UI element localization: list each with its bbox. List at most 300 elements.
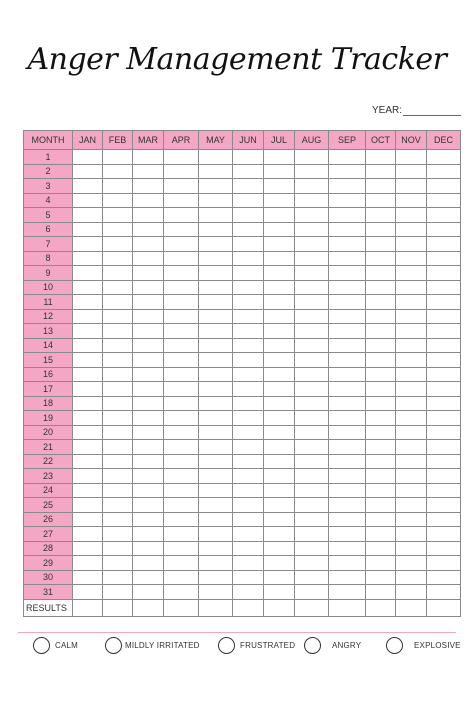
mood-cell-aug[interactable] <box>295 295 329 310</box>
mood-cell-feb[interactable] <box>103 396 133 411</box>
mood-cell-aug[interactable] <box>295 541 329 556</box>
mood-cell-nov[interactable] <box>396 527 427 542</box>
mood-cell-dec[interactable] <box>427 396 461 411</box>
mood-cell-dec[interactable] <box>427 295 461 310</box>
mood-cell-jun[interactable] <box>233 338 264 353</box>
mood-cell-jan[interactable] <box>73 222 103 237</box>
mood-cell-oct[interactable] <box>366 353 396 368</box>
mood-cell-jul[interactable] <box>264 309 295 324</box>
mood-cell-may[interactable] <box>199 585 233 600</box>
mood-cell-oct[interactable] <box>366 512 396 527</box>
mood-cell-oct[interactable] <box>366 179 396 194</box>
mood-cell-jan[interactable] <box>73 396 103 411</box>
mood-cell-sep[interactable] <box>329 353 366 368</box>
results-cell-mar[interactable] <box>133 599 164 616</box>
mood-cell-nov[interactable] <box>396 353 427 368</box>
mood-cell-mar[interactable] <box>133 425 164 440</box>
mood-cell-may[interactable] <box>199 527 233 542</box>
mood-cell-jul[interactable] <box>264 469 295 484</box>
mood-cell-jul[interactable] <box>264 367 295 382</box>
mood-cell-mar[interactable] <box>133 382 164 397</box>
mood-cell-jul[interactable] <box>264 251 295 266</box>
mood-cell-mar[interactable] <box>133 512 164 527</box>
mood-cell-sep[interactable] <box>329 541 366 556</box>
mood-cell-aug[interactable] <box>295 512 329 527</box>
mood-cell-jul[interactable] <box>264 150 295 165</box>
mood-cell-oct[interactable] <box>366 237 396 252</box>
mood-cell-nov[interactable] <box>396 556 427 571</box>
mood-cell-jul[interactable] <box>264 425 295 440</box>
mood-cell-apr[interactable] <box>164 454 199 469</box>
mood-cell-feb[interactable] <box>103 541 133 556</box>
mood-cell-mar[interactable] <box>133 266 164 281</box>
mood-cell-sep[interactable] <box>329 527 366 542</box>
mood-cell-feb[interactable] <box>103 295 133 310</box>
mood-cell-jul[interactable] <box>264 179 295 194</box>
mood-cell-mar[interactable] <box>133 324 164 339</box>
mood-cell-aug[interactable] <box>295 280 329 295</box>
mood-cell-apr[interactable] <box>164 208 199 223</box>
mood-cell-jun[interactable] <box>233 570 264 585</box>
mood-cell-aug[interactable] <box>295 556 329 571</box>
mood-cell-jul[interactable] <box>264 280 295 295</box>
mood-cell-aug[interactable] <box>295 266 329 281</box>
mood-cell-apr[interactable] <box>164 179 199 194</box>
mood-cell-feb[interactable] <box>103 193 133 208</box>
mood-cell-dec[interactable] <box>427 483 461 498</box>
mood-cell-may[interactable] <box>199 469 233 484</box>
mood-cell-apr[interactable] <box>164 411 199 426</box>
mood-cell-jan[interactable] <box>73 193 103 208</box>
results-cell-jun[interactable] <box>233 599 264 616</box>
mood-cell-jan[interactable] <box>73 425 103 440</box>
mood-cell-sep[interactable] <box>329 556 366 571</box>
mood-cell-jun[interactable] <box>233 164 264 179</box>
mood-cell-jun[interactable] <box>233 396 264 411</box>
mood-cell-aug[interactable] <box>295 483 329 498</box>
year-blank-line[interactable] <box>403 105 461 116</box>
mood-cell-jul[interactable] <box>264 382 295 397</box>
mood-cell-nov[interactable] <box>396 280 427 295</box>
mood-cell-oct[interactable] <box>366 382 396 397</box>
mood-cell-may[interactable] <box>199 382 233 397</box>
mood-cell-jan[interactable] <box>73 411 103 426</box>
mood-cell-apr[interactable] <box>164 222 199 237</box>
mood-cell-feb[interactable] <box>103 309 133 324</box>
mood-cell-apr[interactable] <box>164 353 199 368</box>
mood-cell-may[interactable] <box>199 541 233 556</box>
mood-cell-aug[interactable] <box>295 570 329 585</box>
mood-cell-oct[interactable] <box>366 585 396 600</box>
mood-cell-feb[interactable] <box>103 498 133 513</box>
mood-cell-sep[interactable] <box>329 367 366 382</box>
mood-cell-nov[interactable] <box>396 295 427 310</box>
mood-cell-feb[interactable] <box>103 570 133 585</box>
mood-cell-may[interactable] <box>199 251 233 266</box>
mood-cell-jan[interactable] <box>73 251 103 266</box>
mood-cell-dec[interactable] <box>427 570 461 585</box>
mood-cell-jan[interactable] <box>73 309 103 324</box>
mood-cell-dec[interactable] <box>427 512 461 527</box>
mood-cell-oct[interactable] <box>366 570 396 585</box>
mood-cell-oct[interactable] <box>366 483 396 498</box>
mood-cell-apr[interactable] <box>164 193 199 208</box>
mood-cell-may[interactable] <box>199 556 233 571</box>
mood-cell-jul[interactable] <box>264 295 295 310</box>
calm-circle-icon[interactable] <box>33 637 50 654</box>
mood-cell-jun[interactable] <box>233 527 264 542</box>
angry-circle-icon[interactable] <box>304 637 321 654</box>
mood-cell-jun[interactable] <box>233 193 264 208</box>
mood-cell-jun[interactable] <box>233 150 264 165</box>
mood-cell-oct[interactable] <box>366 454 396 469</box>
mood-cell-oct[interactable] <box>366 556 396 571</box>
mildly-irritated-circle-icon[interactable] <box>105 637 122 654</box>
mood-cell-dec[interactable] <box>427 527 461 542</box>
mood-cell-jan[interactable] <box>73 469 103 484</box>
mood-cell-jul[interactable] <box>264 440 295 455</box>
mood-cell-aug[interactable] <box>295 454 329 469</box>
mood-cell-jul[interactable] <box>264 512 295 527</box>
mood-cell-may[interactable] <box>199 367 233 382</box>
mood-cell-may[interactable] <box>199 324 233 339</box>
mood-cell-apr[interactable] <box>164 469 199 484</box>
mood-cell-jan[interactable] <box>73 556 103 571</box>
mood-cell-nov[interactable] <box>396 469 427 484</box>
mood-cell-aug[interactable] <box>295 353 329 368</box>
mood-cell-jun[interactable] <box>233 469 264 484</box>
mood-cell-jul[interactable] <box>264 208 295 223</box>
mood-cell-oct[interactable] <box>366 251 396 266</box>
mood-cell-may[interactable] <box>199 411 233 426</box>
mood-cell-aug[interactable] <box>295 396 329 411</box>
mood-cell-apr[interactable] <box>164 512 199 527</box>
mood-cell-sep[interactable] <box>329 570 366 585</box>
mood-cell-jun[interactable] <box>233 382 264 397</box>
mood-cell-mar[interactable] <box>133 179 164 194</box>
mood-cell-aug[interactable] <box>295 164 329 179</box>
results-cell-sep[interactable] <box>329 599 366 616</box>
mood-cell-may[interactable] <box>199 440 233 455</box>
mood-cell-aug[interactable] <box>295 324 329 339</box>
mood-cell-sep[interactable] <box>329 469 366 484</box>
mood-cell-apr[interactable] <box>164 150 199 165</box>
mood-cell-mar[interactable] <box>133 585 164 600</box>
mood-cell-jul[interactable] <box>264 498 295 513</box>
mood-cell-jul[interactable] <box>264 338 295 353</box>
mood-cell-feb[interactable] <box>103 338 133 353</box>
mood-cell-dec[interactable] <box>427 411 461 426</box>
mood-cell-mar[interactable] <box>133 367 164 382</box>
mood-cell-jan[interactable] <box>73 585 103 600</box>
mood-cell-sep[interactable] <box>329 382 366 397</box>
mood-cell-jul[interactable] <box>264 411 295 426</box>
mood-cell-mar[interactable] <box>133 193 164 208</box>
mood-cell-jan[interactable] <box>73 570 103 585</box>
mood-cell-nov[interactable] <box>396 585 427 600</box>
mood-cell-mar[interactable] <box>133 309 164 324</box>
mood-cell-mar[interactable] <box>133 527 164 542</box>
mood-cell-apr[interactable] <box>164 324 199 339</box>
mood-cell-may[interactable] <box>199 498 233 513</box>
mood-cell-jun[interactable] <box>233 324 264 339</box>
mood-cell-jun[interactable] <box>233 309 264 324</box>
mood-cell-dec[interactable] <box>427 585 461 600</box>
mood-cell-apr[interactable] <box>164 295 199 310</box>
mood-cell-jun[interactable] <box>233 353 264 368</box>
mood-cell-nov[interactable] <box>396 150 427 165</box>
mood-cell-jun[interactable] <box>233 222 264 237</box>
mood-cell-jun[interactable] <box>233 280 264 295</box>
mood-cell-jan[interactable] <box>73 382 103 397</box>
mood-cell-sep[interactable] <box>329 512 366 527</box>
mood-cell-aug[interactable] <box>295 411 329 426</box>
mood-cell-aug[interactable] <box>295 382 329 397</box>
mood-cell-may[interactable] <box>199 150 233 165</box>
mood-cell-oct[interactable] <box>366 164 396 179</box>
frustrated-circle-icon[interactable] <box>218 637 235 654</box>
mood-cell-may[interactable] <box>199 425 233 440</box>
mood-cell-sep[interactable] <box>329 193 366 208</box>
mood-cell-nov[interactable] <box>396 396 427 411</box>
mood-cell-oct[interactable] <box>366 440 396 455</box>
mood-cell-dec[interactable] <box>427 425 461 440</box>
mood-cell-mar[interactable] <box>133 483 164 498</box>
mood-cell-sep[interactable] <box>329 237 366 252</box>
mood-cell-jan[interactable] <box>73 179 103 194</box>
mood-cell-jul[interactable] <box>264 164 295 179</box>
mood-cell-sep[interactable] <box>329 585 366 600</box>
mood-cell-nov[interactable] <box>396 309 427 324</box>
mood-cell-sep[interactable] <box>329 179 366 194</box>
mood-cell-sep[interactable] <box>329 440 366 455</box>
mood-cell-jun[interactable] <box>233 440 264 455</box>
mood-cell-aug[interactable] <box>295 237 329 252</box>
mood-cell-jun[interactable] <box>233 208 264 223</box>
mood-cell-aug[interactable] <box>295 338 329 353</box>
mood-cell-jan[interactable] <box>73 266 103 281</box>
mood-cell-apr[interactable] <box>164 237 199 252</box>
mood-cell-jun[interactable] <box>233 251 264 266</box>
mood-cell-dec[interactable] <box>427 556 461 571</box>
mood-cell-mar[interactable] <box>133 570 164 585</box>
mood-cell-dec[interactable] <box>427 179 461 194</box>
mood-cell-apr[interactable] <box>164 251 199 266</box>
mood-cell-feb[interactable] <box>103 367 133 382</box>
mood-cell-oct[interactable] <box>366 396 396 411</box>
mood-cell-feb[interactable] <box>103 382 133 397</box>
mood-cell-dec[interactable] <box>427 367 461 382</box>
mood-cell-aug[interactable] <box>295 440 329 455</box>
mood-cell-apr[interactable] <box>164 338 199 353</box>
mood-cell-feb[interactable] <box>103 527 133 542</box>
mood-cell-feb[interactable] <box>103 512 133 527</box>
mood-cell-jan[interactable] <box>73 324 103 339</box>
mood-cell-nov[interactable] <box>396 382 427 397</box>
mood-cell-sep[interactable] <box>329 454 366 469</box>
mood-cell-apr[interactable] <box>164 164 199 179</box>
mood-cell-mar[interactable] <box>133 222 164 237</box>
mood-cell-oct[interactable] <box>366 469 396 484</box>
results-cell-jan[interactable] <box>73 599 103 616</box>
mood-cell-feb[interactable] <box>103 222 133 237</box>
mood-cell-nov[interactable] <box>396 266 427 281</box>
mood-cell-oct[interactable] <box>366 309 396 324</box>
mood-cell-mar[interactable] <box>133 556 164 571</box>
mood-cell-nov[interactable] <box>396 512 427 527</box>
mood-cell-feb[interactable] <box>103 353 133 368</box>
mood-cell-dec[interactable] <box>427 498 461 513</box>
mood-cell-jan[interactable] <box>73 498 103 513</box>
mood-cell-apr[interactable] <box>164 280 199 295</box>
mood-cell-oct[interactable] <box>366 338 396 353</box>
mood-cell-sep[interactable] <box>329 483 366 498</box>
mood-cell-oct[interactable] <box>366 498 396 513</box>
mood-cell-jul[interactable] <box>264 353 295 368</box>
mood-cell-jul[interactable] <box>264 585 295 600</box>
mood-cell-sep[interactable] <box>329 222 366 237</box>
mood-cell-may[interactable] <box>199 208 233 223</box>
mood-cell-apr[interactable] <box>164 570 199 585</box>
mood-cell-nov[interactable] <box>396 193 427 208</box>
results-cell-nov[interactable] <box>396 599 427 616</box>
mood-cell-jul[interactable] <box>264 193 295 208</box>
year-field[interactable] <box>372 105 461 116</box>
mood-cell-jan[interactable] <box>73 295 103 310</box>
mood-cell-jul[interactable] <box>264 454 295 469</box>
mood-cell-apr[interactable] <box>164 266 199 281</box>
mood-cell-may[interactable] <box>199 454 233 469</box>
mood-cell-apr[interactable] <box>164 440 199 455</box>
mood-cell-aug[interactable] <box>295 585 329 600</box>
mood-cell-nov[interactable] <box>396 237 427 252</box>
mood-cell-aug[interactable] <box>295 425 329 440</box>
mood-cell-may[interactable] <box>199 193 233 208</box>
mood-cell-may[interactable] <box>199 396 233 411</box>
mood-cell-dec[interactable] <box>427 541 461 556</box>
results-cell-apr[interactable] <box>164 599 199 616</box>
mood-cell-sep[interactable] <box>329 208 366 223</box>
mood-cell-dec[interactable] <box>427 338 461 353</box>
mood-cell-oct[interactable] <box>366 367 396 382</box>
mood-cell-jul[interactable] <box>264 570 295 585</box>
mood-cell-jul[interactable] <box>264 483 295 498</box>
mood-cell-jan[interactable] <box>73 440 103 455</box>
mood-cell-jun[interactable] <box>233 237 264 252</box>
mood-cell-nov[interactable] <box>396 222 427 237</box>
mood-cell-apr[interactable] <box>164 498 199 513</box>
mood-cell-aug[interactable] <box>295 179 329 194</box>
mood-cell-mar[interactable] <box>133 280 164 295</box>
mood-cell-jan[interactable] <box>73 150 103 165</box>
mood-cell-oct[interactable] <box>366 411 396 426</box>
mood-cell-mar[interactable] <box>133 237 164 252</box>
mood-cell-jun[interactable] <box>233 367 264 382</box>
mood-cell-jul[interactable] <box>264 266 295 281</box>
mood-cell-feb[interactable] <box>103 208 133 223</box>
mood-cell-jul[interactable] <box>264 396 295 411</box>
mood-cell-feb[interactable] <box>103 237 133 252</box>
mood-cell-mar[interactable] <box>133 454 164 469</box>
mood-cell-mar[interactable] <box>133 411 164 426</box>
mood-cell-dec[interactable] <box>427 353 461 368</box>
results-cell-dec[interactable] <box>427 599 461 616</box>
mood-cell-nov[interactable] <box>396 411 427 426</box>
mood-cell-oct[interactable] <box>366 208 396 223</box>
mood-cell-jun[interactable] <box>233 541 264 556</box>
mood-cell-oct[interactable] <box>366 150 396 165</box>
mood-cell-may[interactable] <box>199 164 233 179</box>
mood-cell-jun[interactable] <box>233 295 264 310</box>
mood-cell-jan[interactable] <box>73 208 103 223</box>
mood-cell-feb[interactable] <box>103 556 133 571</box>
mood-cell-may[interactable] <box>199 295 233 310</box>
mood-cell-apr[interactable] <box>164 556 199 571</box>
mood-cell-oct[interactable] <box>366 193 396 208</box>
mood-cell-nov[interactable] <box>396 164 427 179</box>
mood-cell-jan[interactable] <box>73 483 103 498</box>
mood-cell-oct[interactable] <box>366 527 396 542</box>
mood-cell-jan[interactable] <box>73 338 103 353</box>
mood-cell-jan[interactable] <box>73 237 103 252</box>
mood-cell-mar[interactable] <box>133 295 164 310</box>
mood-cell-dec[interactable] <box>427 237 461 252</box>
mood-cell-feb[interactable] <box>103 266 133 281</box>
mood-cell-jan[interactable] <box>73 367 103 382</box>
mood-cell-dec[interactable] <box>427 208 461 223</box>
mood-cell-feb[interactable] <box>103 585 133 600</box>
mood-cell-jul[interactable] <box>264 222 295 237</box>
mood-cell-dec[interactable] <box>427 280 461 295</box>
mood-cell-apr[interactable] <box>164 527 199 542</box>
mood-cell-oct[interactable] <box>366 295 396 310</box>
mood-cell-nov[interactable] <box>396 179 427 194</box>
mood-cell-oct[interactable] <box>366 266 396 281</box>
mood-cell-jul[interactable] <box>264 237 295 252</box>
mood-cell-oct[interactable] <box>366 324 396 339</box>
mood-cell-sep[interactable] <box>329 498 366 513</box>
mood-cell-aug[interactable] <box>295 208 329 223</box>
mood-cell-dec[interactable] <box>427 382 461 397</box>
mood-cell-nov[interactable] <box>396 208 427 223</box>
mood-cell-may[interactable] <box>199 222 233 237</box>
mood-cell-mar[interactable] <box>133 208 164 223</box>
mood-cell-feb[interactable] <box>103 251 133 266</box>
mood-cell-jun[interactable] <box>233 179 264 194</box>
mood-cell-oct[interactable] <box>366 222 396 237</box>
mood-cell-jan[interactable] <box>73 512 103 527</box>
mood-cell-dec[interactable] <box>427 454 461 469</box>
mood-cell-mar[interactable] <box>133 440 164 455</box>
mood-cell-feb[interactable] <box>103 411 133 426</box>
mood-cell-feb[interactable] <box>103 324 133 339</box>
mood-cell-sep[interactable] <box>329 324 366 339</box>
mood-cell-jan[interactable] <box>73 353 103 368</box>
mood-cell-mar[interactable] <box>133 469 164 484</box>
mood-cell-aug[interactable] <box>295 193 329 208</box>
mood-cell-aug[interactable] <box>295 309 329 324</box>
mood-cell-feb[interactable] <box>103 164 133 179</box>
mood-cell-jan[interactable] <box>73 454 103 469</box>
mood-cell-apr[interactable] <box>164 425 199 440</box>
mood-cell-apr[interactable] <box>164 367 199 382</box>
mood-cell-sep[interactable] <box>329 164 366 179</box>
mood-cell-jun[interactable] <box>233 556 264 571</box>
mood-cell-mar[interactable] <box>133 150 164 165</box>
mood-cell-jan[interactable] <box>73 541 103 556</box>
mood-cell-oct[interactable] <box>366 541 396 556</box>
mood-cell-sep[interactable] <box>329 309 366 324</box>
